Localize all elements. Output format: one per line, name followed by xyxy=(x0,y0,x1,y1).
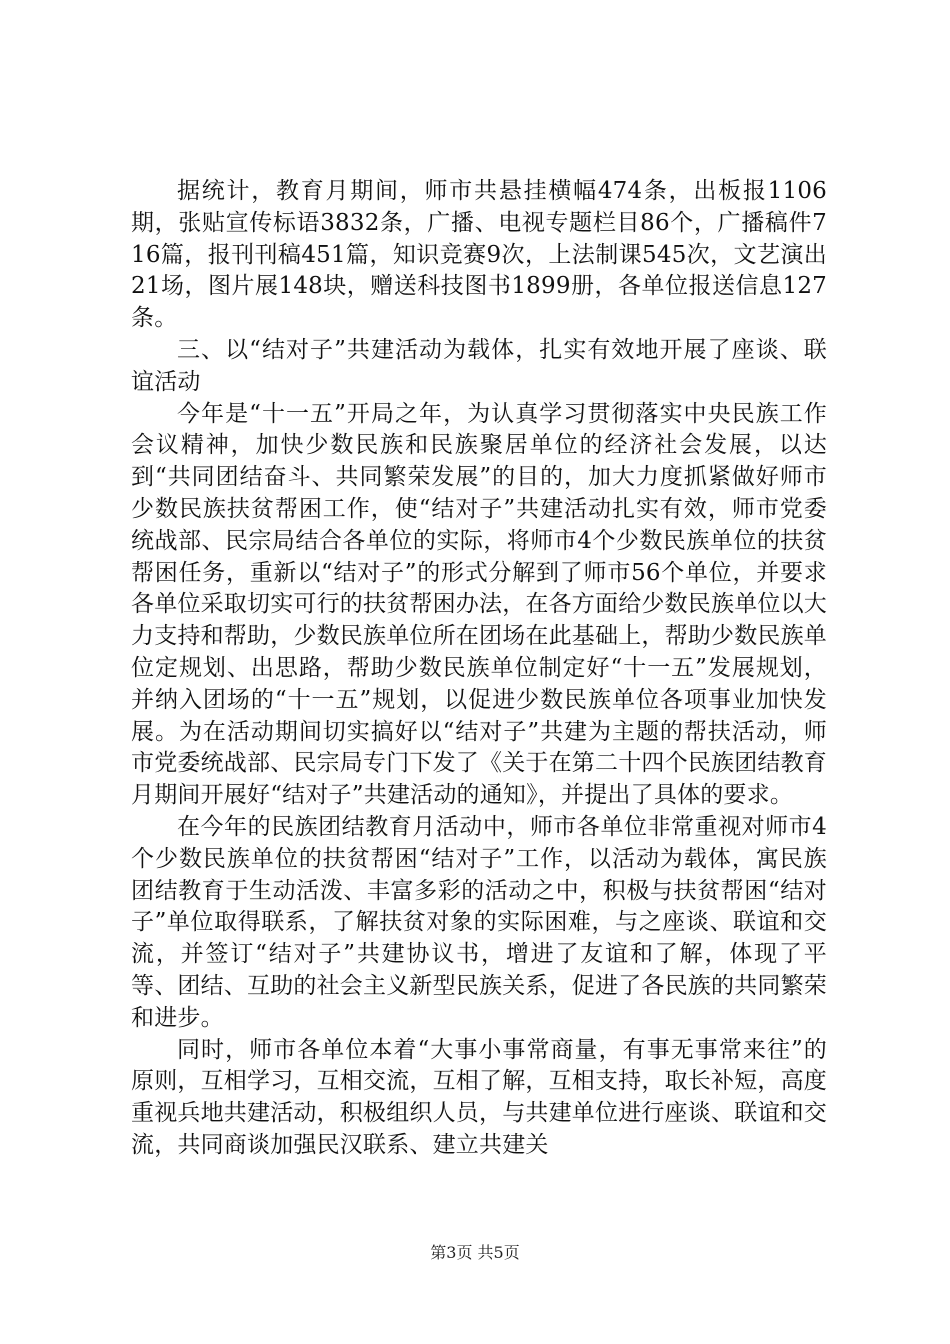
paragraph-mutual-exchange: 同时，师市各单位本着“大事小事常商量，有事无事常来往”的原则，互相学习，互相交流，互相了解，互相支持，取长补短，高度重视兵地共建活动，积极组织人员，与共建单位进行座谈、联谊和交流，共同商谈加强民汉联系、建立共建关 xyxy=(131,1036,827,1158)
paragraph-statistics: 据统计，教育月期间，师市共悬挂横幅474条，出板报1106期，张贴宣传标语3832条，广播、电视专题栏目86个，广播稿件716篇，报刊刊稿451篇，知识竞赛9次，上法制课545次，文艺演出21场，图片展148块，赠送科技图书1899册，各单位报送信息127条。 xyxy=(131,178,827,332)
section-heading-3: 三、以“结对子”共建活动为载体，扎实有效地开展了座谈、联谊活动 xyxy=(131,336,827,395)
paragraph-pairing-background: 今年是“十一五”开局之年，为认真学习贯彻落实中央民族工作会议精神，加快少数民族和民族聚居单位的经济社会发展，以达到“共同团结奋斗、共同繁荣发展”的目的，加大力度抓紧做好师市少数民族扶贫帮困工作，使“结对子”共建活动扎实有效，师市党委统战部、民宗局结合各单位的实际，将师市4个少数民族单位的扶贫帮困任务，重新以“结对子”的形式分解到了师市56个单位，并要求各单位采取切实可行的扶贫帮困办法，在各方面给少数民族单位以大力支持和帮助，少数民族单位所在团场在此基础上，帮助少数民族单位定规划、出思路，帮助少数民族单位制定好“十一五”发展规划，并纳入团场的“十一五”规划，以促进少数民族单位各项事业加快发展。为在活动期间切实搞好以“结对子”共建为主题的帮扶活动，师市党委统战部、民宗局专门下发了《关于在第二十四个民族团结教育月期间开展好“结对子”共建活动的通知》，并提出了具体的要求。 xyxy=(131,400,827,809)
paragraph-education-month: 在今年的民族团结教育月活动中，师市各单位非常重视对师市4个少数民族单位的扶贫帮困“结对子”工作，以活动为载体，寓民族团结教育于生动活泼、丰富多彩的活动之中，积极与扶贫帮困“结对子”单位取得联系，了解扶贫对象的实际困难，与之座谈、联谊和交流，并签订“结对子”共建协议书，增进了友谊和了解，体现了平等、团结、互助的社会主义新型民族关系，促进了各民族的共同繁荣和进步。 xyxy=(131,813,827,1031)
document-body xyxy=(131,176,827,1162)
page-number-footer: 第3页 共5页 xyxy=(430,1243,520,1262)
